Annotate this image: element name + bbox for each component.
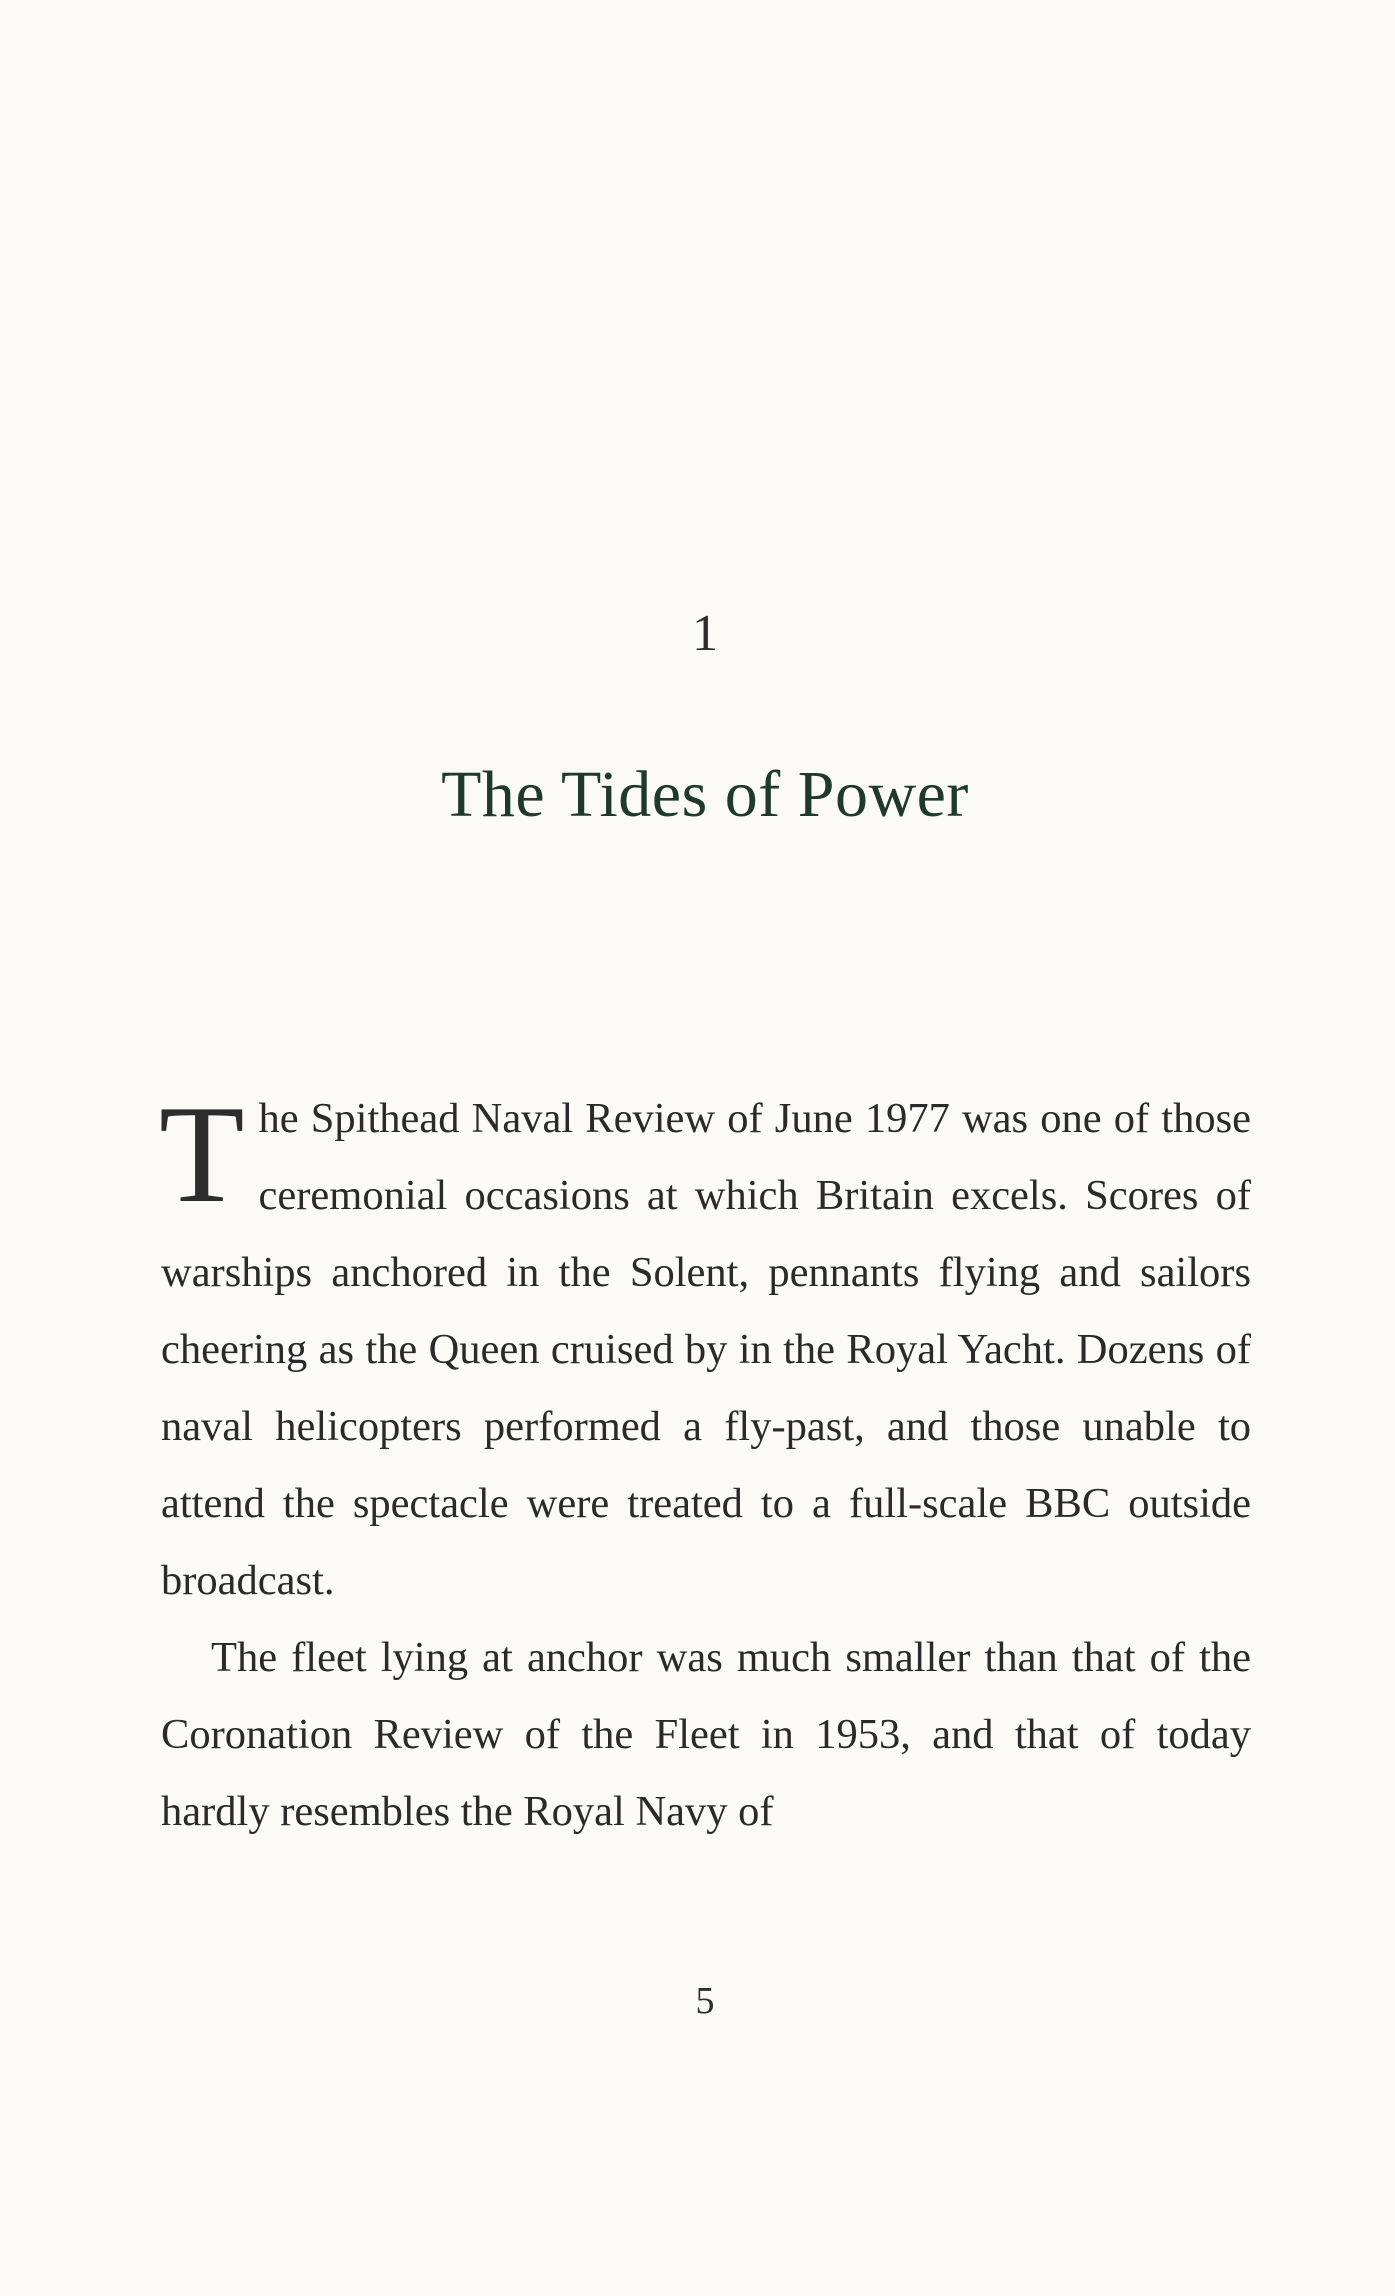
paragraph-2: The fleet lying at anchor was much smaller than that of the Coronation Review of the Fleet in 1953, and that of today hardly resembles the Royal Navy of [161, 1634, 1251, 1835]
paragraph-1-text: he Spithead Naval Review of June 1977 was one of those ceremonial occasions at which Britain excels. Scores of warships anchored in the Solent, pennants flying and sailors cheering as the Queen cruised by in the Royal Yacht. Dozens of naval helicopters performed a fly-past, and those unable to attend the spectacle were treated to a full-scale BBC outside broadcast. [161, 1095, 1251, 1604]
paragraph-1 [159, 1077, 1251, 1619]
page-number: 5 [695, 1980, 715, 2022]
chapter-title: The Tides of Power [441, 758, 969, 831]
body-text [159, 1077, 1251, 1850]
drop-cap: T [159, 1077, 245, 1232]
chapter-number: 1 [692, 605, 718, 662]
